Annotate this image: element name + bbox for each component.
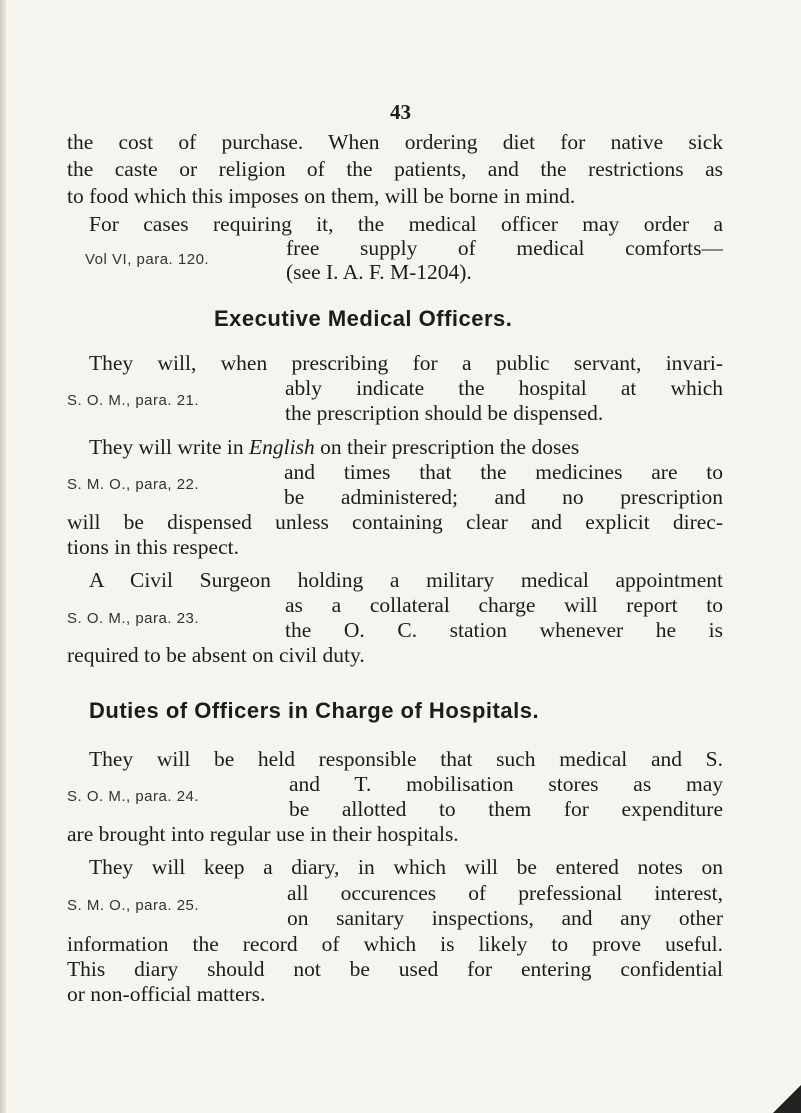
margin-reference: S. O. M., para. 21. bbox=[67, 392, 200, 409]
body-line bbox=[89, 433, 579, 461]
margin-reference: Vol VI, para. 120. bbox=[85, 251, 210, 268]
body-line: the O. C. station whenever he is bbox=[285, 618, 723, 642]
margin-reference: S. M. O., para. 25. bbox=[67, 897, 200, 914]
page-number: 43 bbox=[390, 100, 411, 124]
body-text: on their prescription the doses bbox=[320, 435, 580, 459]
body-line: For cases requiring it, the medical officer may order a bbox=[89, 212, 723, 236]
body-line: to food which this imposes on them, will be borne in mind. bbox=[67, 184, 576, 208]
body-line: This diary should not be used for entering confidential bbox=[67, 957, 723, 981]
page-binding-edge bbox=[0, 0, 6, 1113]
body-line: be allotted to them for expenditure bbox=[289, 797, 723, 821]
section-heading: Executive Medical Officers. bbox=[214, 306, 513, 331]
body-line: the caste or religion of the patients, and the restrictions as bbox=[67, 157, 723, 181]
body-text: They will write in bbox=[89, 435, 244, 459]
body-line: They will keep a diary, in which will be entered notes on bbox=[89, 855, 723, 879]
body-line: They will be held responsible that such medical and S. bbox=[89, 747, 723, 771]
body-line: and T. mobilisation stores as may bbox=[289, 772, 723, 796]
margin-reference: S. O. M., para. 23. bbox=[67, 610, 200, 627]
body-line: all occurences of prefessional interest, bbox=[287, 881, 723, 905]
body-line: as a collateral charge will report to bbox=[285, 593, 723, 617]
body-line: be administered; and no prescription bbox=[284, 485, 723, 509]
margin-reference: S. O. M., para. 24. bbox=[67, 788, 200, 805]
body-line: free supply of medical comforts— bbox=[286, 236, 723, 260]
body-line: They will, when prescribing for a public servant, invari- bbox=[89, 351, 723, 375]
body-line: are brought into regular use in their hospitals. bbox=[67, 822, 459, 846]
body-line: will be dispensed unless containing clear and explicit direc- bbox=[67, 510, 723, 534]
page-corner-mark bbox=[773, 1085, 801, 1113]
emphasized-word: English bbox=[249, 435, 315, 459]
body-line: required to be absent on civil duty. bbox=[67, 643, 365, 667]
body-line: information the record of which is likely to prove useful. bbox=[67, 932, 723, 956]
body-line: on sanitary inspections, and any other bbox=[287, 906, 723, 930]
body-line: the prescription should be dispensed. bbox=[285, 401, 604, 425]
section-heading: Duties of Officers in Charge of Hospitals. bbox=[89, 698, 540, 723]
body-line: and times that the medicines are to bbox=[284, 460, 723, 484]
body-line: (see I. A. F. M-1204). bbox=[286, 260, 472, 284]
margin-reference: S. M. O., para, 22. bbox=[67, 476, 200, 493]
body-line: the cost of purchase. When ordering diet for native sick bbox=[67, 130, 723, 154]
body-line: tions in this respect. bbox=[67, 535, 239, 559]
body-line: ably indicate the hospital at which bbox=[285, 376, 723, 400]
body-line: A Civil Surgeon holding a military medical appointment bbox=[89, 568, 723, 592]
body-line: or non-official matters. bbox=[67, 982, 266, 1006]
